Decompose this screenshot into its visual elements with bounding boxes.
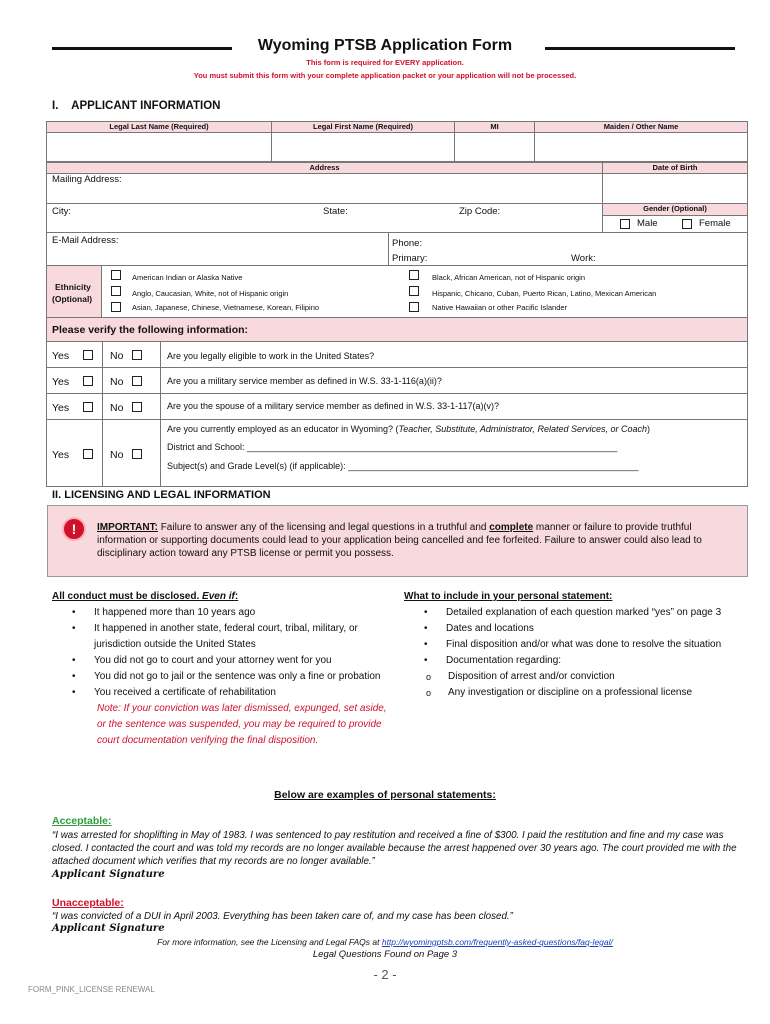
- conduct-item: • You received a certificate of rehabilitation: [52, 685, 392, 701]
- male-label: Male: [637, 218, 658, 229]
- verify-title: Please verify the following information:: [52, 324, 249, 336]
- yes-label: Yes: [52, 449, 70, 461]
- statement-item: • Final disposition and/or what was done to resolve the situation: [404, 637, 749, 653]
- conduct-column: [52, 589, 392, 749]
- ethnicity-optional: (Optional): [52, 294, 93, 304]
- mailing-address-label: Mailing Address:: [52, 174, 122, 185]
- statement-item: • Dates and locations: [404, 621, 749, 637]
- no-checkbox[interactable]: [132, 350, 142, 360]
- statement-heading: What to include in your personal statement:: [404, 591, 613, 602]
- state-label: State:: [323, 206, 348, 217]
- mailing-address-input[interactable]: [46, 173, 603, 204]
- header-maiden: Maiden / Other Name: [534, 121, 748, 133]
- phone-primary-label: Primary:: [392, 253, 428, 264]
- statement-column: [404, 589, 749, 701]
- faq-line: For more information, see the Licensing and Legal FAQs at http://wyomingptsb.com/frequently-asked-questions/faq-legal/: [157, 937, 613, 947]
- important-text: IMPORTANT: Failure to answer any of the licensing and legal questions in a truthful and complete manner or failure to provide truthful information or supporting documents could lead to your application being cancelled and fee forfeited. Failure to answer could also lead to disciplinary action toward any PTSB license or permit you possess.: [97, 522, 702, 559]
- section-applicant-title: I. APPLICANT INFORMATION: [52, 100, 221, 112]
- acceptable-example: “I was arrested for shoplifting in May of 1983. I was sentenced to pay restitution and received a fine of $300. I paid the restitution and fine and my case was closed. I contacted the court and was told my records are no longer available because the arrest happened over 30 years ago. The court provided me with the attached document which verifies that my records are no longer available.”: [52, 830, 737, 867]
- maiden-name-input[interactable]: [534, 132, 748, 162]
- legal-questions-location: Legal Questions Found on Page 3: [312, 949, 458, 960]
- page-number: - 2 -: [373, 967, 397, 982]
- statement-item: • Detailed explanation of each question marked “yes” on page 3: [404, 605, 749, 621]
- yes-checkbox[interactable]: [83, 350, 93, 360]
- question-text: Are you legally eligible to work in the United States?: [167, 351, 375, 361]
- no-checkbox[interactable]: [132, 402, 142, 412]
- ethnicity-checkbox[interactable]: [409, 302, 419, 312]
- phone-input[interactable]: [388, 232, 748, 266]
- statement-subitem: o Any investigation or discipline on a professional license: [448, 685, 749, 701]
- no-checkbox[interactable]: [132, 376, 142, 386]
- phone-work-label: Work:: [571, 253, 596, 264]
- applicant-signature: Applicant Signature: [52, 923, 165, 934]
- no-column: [102, 341, 161, 487]
- yes-label: Yes: [52, 402, 70, 414]
- question-text: Are you a military service member as defined in W.S. 33-1-116(a)(ii)?: [167, 376, 442, 386]
- yes-column: [46, 341, 103, 487]
- unacceptable-label: Unacceptable:: [52, 897, 124, 909]
- faq-link[interactable]: http://wyomingptsb.com/frequently-asked-questions/faq-legal/: [381, 937, 613, 947]
- header-dob: Date of Birth: [602, 162, 748, 174]
- warning-icon: !: [62, 517, 86, 541]
- no-label: No: [110, 402, 124, 414]
- ethnicity-checkbox[interactable]: [111, 286, 121, 296]
- conduct-item: • It happened more than 10 years ago: [52, 605, 392, 621]
- mi-input[interactable]: [454, 132, 535, 162]
- zip-label: Zip Code:: [459, 206, 501, 217]
- yes-checkbox[interactable]: [83, 376, 93, 386]
- ethnicity-option: Black, African American, not of Hispanic origin: [432, 273, 585, 282]
- conduct-item: • You did not go to jail or the sentence was only a fine or probation: [52, 669, 392, 685]
- acceptable-label: Acceptable:: [52, 815, 112, 827]
- ethnicity-option: American Indian or Alaska Native: [132, 273, 243, 282]
- section-legal-title: II. LICENSING AND LEGAL INFORMATION: [52, 489, 271, 501]
- header-mi: MI: [454, 121, 535, 133]
- educator-question: Are you currently employed as an educator in Wyoming? (Teacher, Substitute, Administrator, Related Services, or Coach): [167, 424, 650, 434]
- dob-input[interactable]: [602, 173, 748, 204]
- ethnicity-label: Ethnicity: [55, 282, 91, 292]
- city-label: City:: [52, 206, 71, 217]
- form-subtitle-warning: You must submit this form with your complete application packet or your application will not be processed.: [193, 71, 577, 80]
- subjects-grade-field[interactable]: Subject(s) and Grade Level(s) (if applicable): __________________________________________________________: [167, 461, 639, 471]
- yes-label: Yes: [52, 376, 70, 388]
- email-label: E-Mail Address:: [52, 235, 119, 246]
- ethnicity-checkbox[interactable]: [111, 302, 121, 312]
- female-label: Female: [699, 218, 731, 229]
- last-name-input[interactable]: [46, 132, 272, 162]
- ethnicity-checkbox[interactable]: [111, 270, 121, 280]
- ethnicity-option: Asian, Japanese, Chinese, Vietnamese, Korean, Filipino: [132, 303, 320, 312]
- header-gender: Gender (Optional): [602, 203, 748, 216]
- unacceptable-example: “I was convicted of a DUI in April 2003. Everything has been taken care of, and my case has been closed.”: [52, 911, 513, 922]
- header-first-name: Legal First Name (Required): [271, 121, 455, 133]
- no-label: No: [110, 449, 124, 461]
- ethnicity-option: Native Hawaiian or other Pacific Islander: [432, 303, 568, 312]
- form-id: FORM_PINK_LICENSE RENEWAL: [28, 985, 155, 994]
- question-text: Are you the spouse of a military service member as defined in W.S. 33-1-117(a)(v)?: [167, 401, 499, 411]
- header-address: Address: [46, 162, 603, 174]
- ethnicity-checkbox[interactable]: [409, 270, 419, 280]
- phone-label: Phone:: [392, 238, 423, 249]
- male-checkbox[interactable]: [620, 219, 630, 229]
- district-school-field[interactable]: District and School: __________________________________________________________________________: [167, 442, 618, 452]
- female-checkbox[interactable]: [682, 219, 692, 229]
- conduct-item: • You did not go to court and your attorney went for you: [52, 653, 392, 669]
- first-name-input[interactable]: [271, 132, 455, 162]
- conviction-note: Note: If your conviction was later dismissed, expunged, set aside, or the sentence was suspended, you may be required to provide court documentation verifying the final disposition.: [97, 703, 387, 746]
- statement-item: • Documentation regarding:: [404, 653, 749, 669]
- no-label: No: [110, 376, 124, 388]
- examples-heading: Below are examples of personal statements:: [274, 789, 496, 801]
- yes-checkbox[interactable]: [83, 449, 93, 459]
- conduct-heading: All conduct must be disclosed. Even if:: [52, 591, 239, 602]
- applicant-signature: Applicant Signature: [52, 869, 165, 880]
- yes-label: Yes: [52, 350, 70, 362]
- no-checkbox[interactable]: [132, 449, 142, 459]
- header-last-name: Legal Last Name (Required): [46, 121, 272, 133]
- conduct-item: • It happened in another state, federal court, tribal, military, or jurisdiction outside the United States: [52, 621, 392, 653]
- ethnicity-checkbox[interactable]: [409, 286, 419, 296]
- form-subtitle-required: This form is required for EVERY application.: [306, 58, 464, 67]
- ethnicity-option: Hispanic, Chicano, Cuban, Puerto Rican, Latino, Mexican American: [432, 289, 657, 298]
- yes-checkbox[interactable]: [83, 402, 93, 412]
- form-title: Wyoming PTSB Application Form: [257, 37, 513, 54]
- no-label: No: [110, 350, 124, 362]
- statement-subitem: o Disposition of arrest and/or conviction: [448, 669, 749, 685]
- important-notice: [47, 505, 748, 577]
- ethnicity-option: Anglo, Caucasian, White, not of Hispanic origin: [132, 289, 289, 298]
